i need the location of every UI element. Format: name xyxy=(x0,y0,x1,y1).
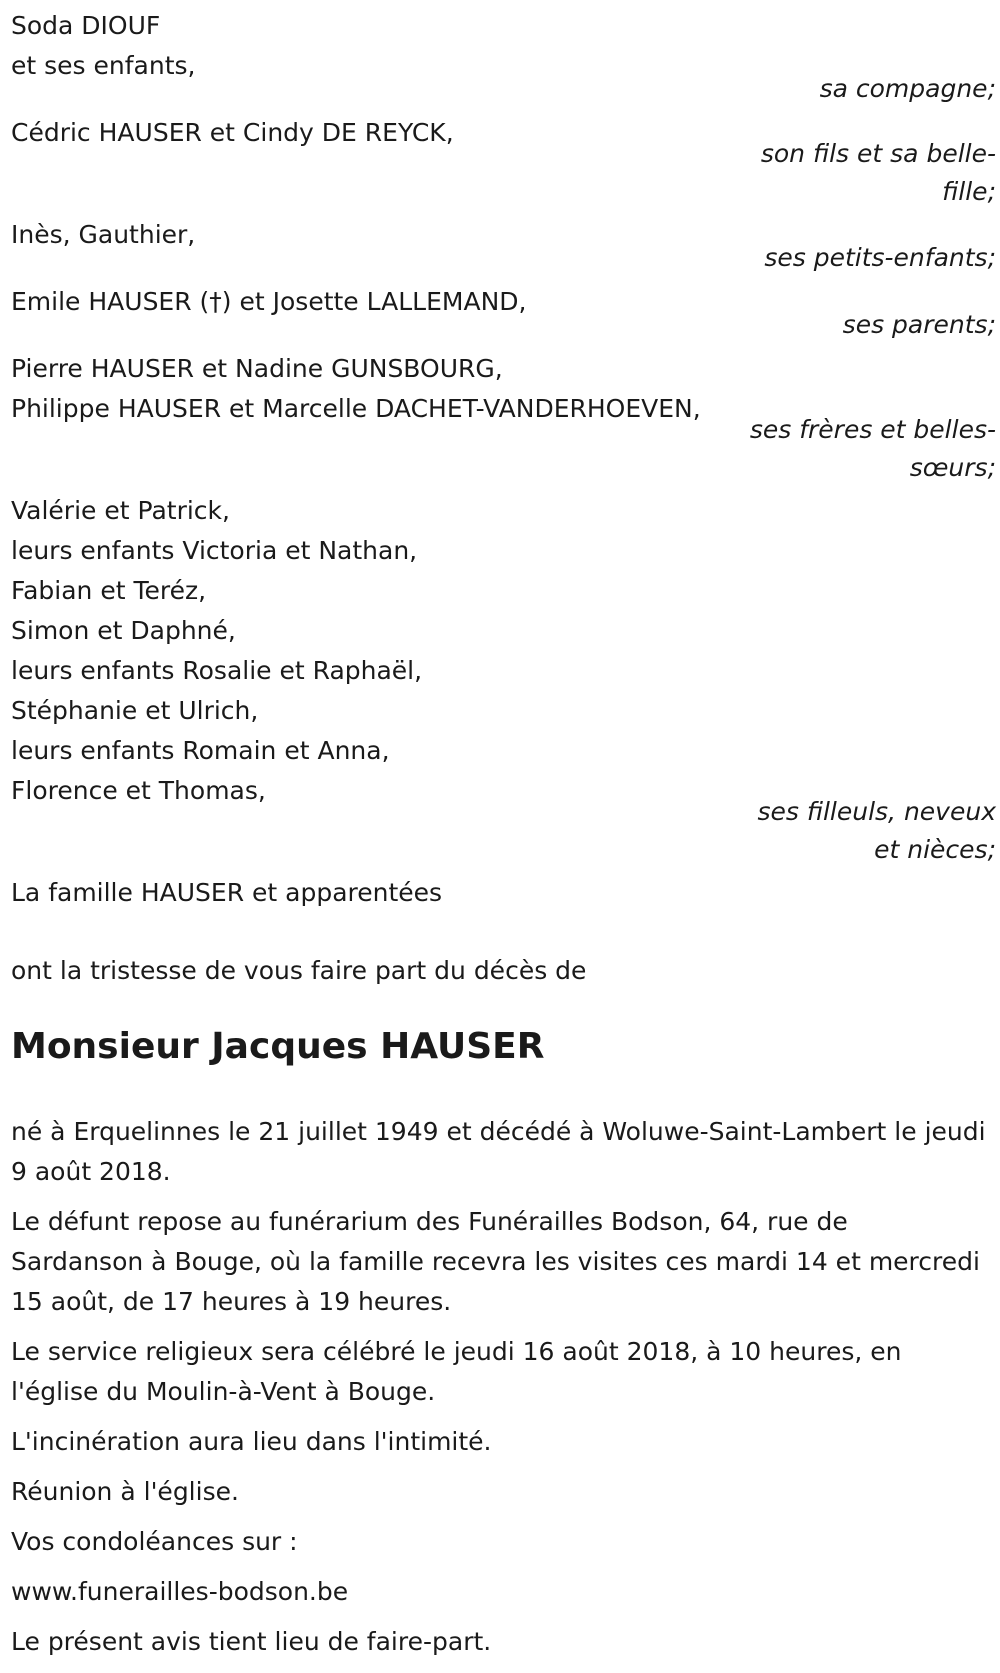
deceased-name: Monsieur Jacques HAUSER xyxy=(11,1026,545,1067)
relation-label: sœurs; xyxy=(909,453,996,482)
birth-death-paragraph: né à Erquelinnes le 21 juillet 1949 et décédé à Woluwe-Saint-Lambert le jeudi 9 août 2018. xyxy=(11,1117,986,1186)
service-paragraph: Le service religieux sera célébré le jeudi 16 août 2018, à 10 heures, en l'église du Moulin-à-Vent à Bouge. xyxy=(11,1337,902,1406)
family-line: leurs enfants Romain et Anna, xyxy=(11,736,390,765)
family-line: Valérie et Patrick, xyxy=(11,496,230,525)
family-line: Emile HAUSER (†) et Josette LALLEMAND, xyxy=(11,287,527,316)
family-line: Philippe HAUSER et Marcelle DACHET-VANDERHOEVEN, xyxy=(11,394,701,423)
relation-label: ses filleuls, neveux xyxy=(757,797,996,826)
family-list xyxy=(11,6,996,991)
condolences-paragraph: Vos condoléances sur : xyxy=(11,1527,298,1556)
family-line: leurs enfants Rosalie et Raphaël, xyxy=(11,656,423,685)
family-line: Florence et Thomas, xyxy=(11,776,266,805)
family-line: Pierre HAUSER et Nadine GUNSBOURG, xyxy=(11,354,503,383)
family-line: Cédric HAUSER et Cindy DE REYCK, xyxy=(11,118,454,147)
relation-label: et nièces; xyxy=(874,835,996,864)
family-line: Simon et Daphné, xyxy=(11,616,236,645)
viewing-paragraph: Le défunt repose au funérarium des Funérailles Bodson, 64, rue de Sardanson à Bouge, où la famille recevra les visites ces mardi 14 et mercredi 15 août, de 17 heures à 19 heures. xyxy=(11,1207,980,1316)
announcement-line: ont la tristesse de vous faire part du décès de xyxy=(11,956,587,985)
relation-label: fille; xyxy=(942,177,996,206)
gathering-paragraph: Réunion à l'église. xyxy=(11,1477,239,1506)
relation-label: son fils et sa belle- xyxy=(760,139,996,168)
family-line: Fabian et Teréz, xyxy=(11,576,207,605)
relation-label: ses petits-enfants; xyxy=(764,243,996,272)
family-line: et ses enfants, xyxy=(11,51,196,80)
relation-label: ses parents; xyxy=(842,310,996,339)
cremation-paragraph: L'incinération aura lieu dans l'intimité. xyxy=(11,1427,492,1456)
relation-label: sa compagne; xyxy=(819,74,996,103)
notice-paragraph: Le présent avis tient lieu de faire-part. xyxy=(11,1627,492,1656)
family-line: Soda DIOUF xyxy=(11,11,161,40)
website-link[interactable]: www.funerailles-bodson.be xyxy=(11,1577,349,1606)
family-line: Stéphanie et Ulrich, xyxy=(11,696,259,725)
obituary-details xyxy=(11,1112,986,1672)
relation-label: ses frères et belles- xyxy=(749,415,996,444)
family-line: Inès, Gauthier, xyxy=(11,220,196,249)
family-line: leurs enfants Victoria et Nathan, xyxy=(11,536,418,565)
family-line: La famille HAUSER et apparentées xyxy=(11,878,443,907)
